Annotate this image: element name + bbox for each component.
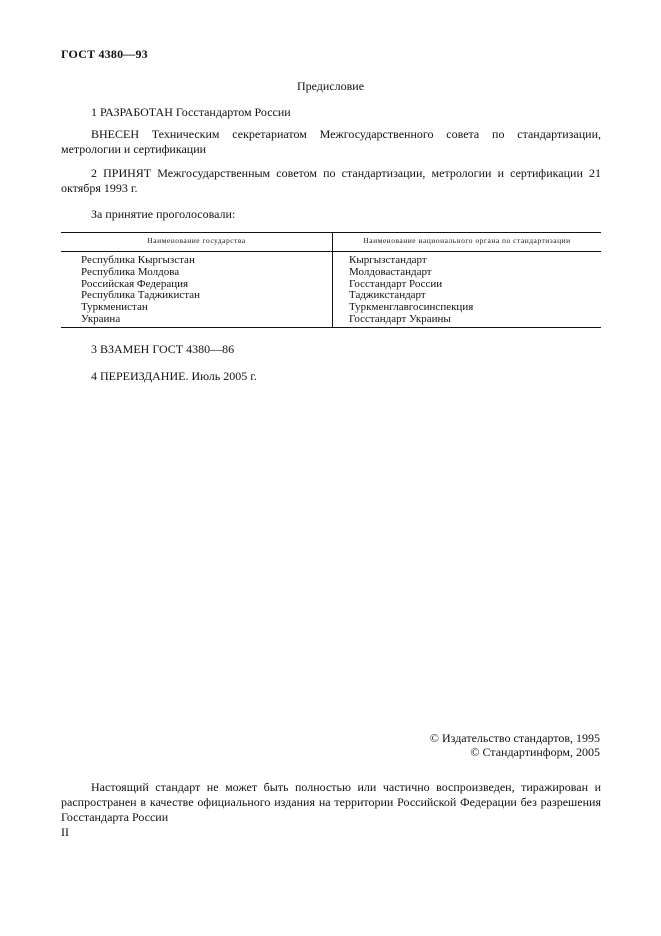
table-cell-state: Туркменистан	[81, 301, 148, 314]
table-cell-body: Молдовастандарт	[349, 265, 432, 278]
voting-table	[61, 232, 601, 328]
table-cell-body: Госстандарт России	[349, 277, 443, 290]
table-header-divider	[61, 251, 601, 252]
table-cell-body: Госстандарт Украины	[349, 312, 451, 325]
table-header-state: Наименование государства	[147, 236, 246, 245]
paragraph-introduced: ВНЕСЕН Техническим секретариатом Межгосударственного совета по стандартизации, метрологии и сертификации	[61, 127, 601, 156]
copyright-block	[430, 731, 600, 759]
page-title: Предисловие	[296, 79, 365, 93]
paragraph-developed: 1 РАЗРАБОТАН Госстандартом России	[91, 105, 291, 119]
page-number: II	[61, 825, 69, 839]
table-cell-body: Таджикстандарт	[349, 289, 426, 302]
table-column-bodies	[349, 255, 594, 326]
standard-code: ГОСТ 4380—93	[61, 47, 148, 61]
table-cell-state: Республика Таджикистан	[81, 289, 200, 302]
table-header-body: Наименование национального органа по стандартизации	[363, 236, 571, 245]
table-cell-state: Украина	[81, 312, 121, 325]
table-column-divider	[332, 233, 333, 327]
table-cell-body: Туркменглавгосинспекция	[349, 301, 474, 314]
table-cell-state: Республика Молдова	[81, 265, 180, 278]
copyright-line: © Издательство стандартов, 1995	[429, 731, 600, 745]
table-cell-body: Кыргызстандарт	[349, 254, 427, 266]
copyright-line: © Стандартинформ, 2005	[470, 745, 600, 759]
paragraph-adopted: 2 ПРИНЯТ Межгосударственным советом по стандартизации, метрологии и сертификации 21 октября 1993 г.	[61, 166, 601, 195]
paragraph-reissue: 4 ПЕРЕИЗДАНИЕ. Июль 2005 г.	[91, 369, 257, 383]
table-cell-state: Республика Кыргызстан	[81, 254, 195, 266]
reproduction-notice: Настоящий стандарт не может быть полностью или частично воспроизведен, тиражирован и распространен в качестве официального издания на территории Российской Федерации без разрешения Госстандарта России	[61, 780, 601, 824]
table-cell-state: Российская Федерация	[81, 277, 189, 290]
table-column-states	[81, 255, 326, 326]
paragraph-voted: За принятие проголосовали:	[91, 207, 236, 221]
paragraph-replaces: 3 ВЗАМЕН ГОСТ 4380—86	[91, 342, 235, 356]
